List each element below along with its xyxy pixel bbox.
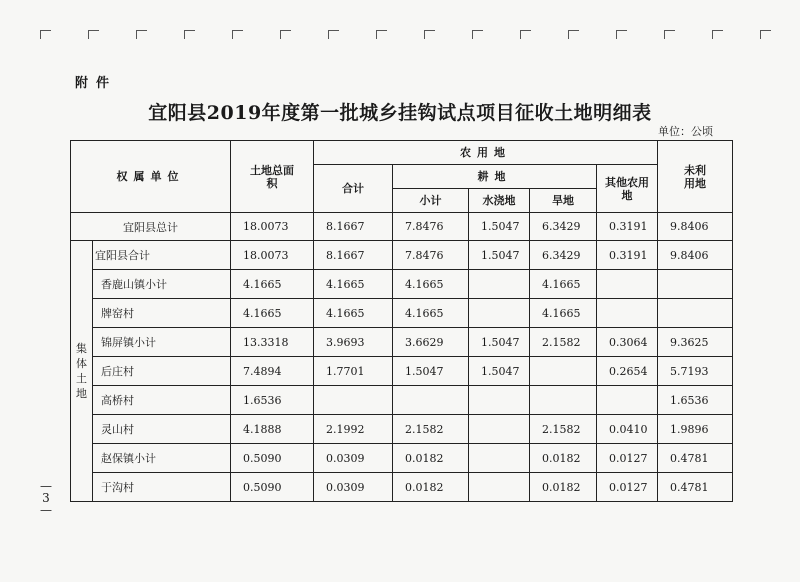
- cell-other: 0.3064: [597, 328, 658, 357]
- row-name: 后庄村: [93, 357, 231, 386]
- row-name: 高桥村: [93, 386, 231, 415]
- cell-dry: 4.1665: [530, 270, 597, 299]
- cell-unused: 9.8406: [658, 241, 733, 270]
- cell-agri-total: 8.1667: [314, 241, 393, 270]
- cell-agri-total: 3.9693: [314, 328, 393, 357]
- cell-agri-total: 1.7701: [314, 357, 393, 386]
- header-row-1: [71, 141, 733, 165]
- cell-unused: 0.4781: [658, 444, 733, 473]
- cell-irrigated: 1.5047: [469, 241, 530, 270]
- cell-unused: [658, 299, 733, 328]
- edge-mark: [424, 30, 435, 39]
- cell-irrigated: [469, 473, 530, 502]
- cell-total: 7.4894: [231, 357, 314, 386]
- group-label-collective: [71, 241, 93, 502]
- edge-mark: [280, 30, 291, 39]
- cell-other: 0.0410: [597, 415, 658, 444]
- edge-mark: [40, 30, 51, 39]
- scan-edge-marks: [0, 22, 800, 36]
- cell-irrigated: 1.5047: [469, 357, 530, 386]
- land-detail-table: [70, 140, 733, 502]
- cell-total: 13.3318: [231, 328, 314, 357]
- cell-total: 1.6536: [231, 386, 314, 415]
- cell-other: [597, 386, 658, 415]
- row-name: 牌窑村: [93, 299, 231, 328]
- cell-total: 4.1888: [231, 415, 314, 444]
- table-row: [71, 415, 733, 444]
- cell-agri-total: 8.1667: [314, 213, 393, 241]
- table-row: [71, 473, 733, 502]
- row-name: 灵山村: [93, 415, 231, 444]
- table-row: [71, 299, 733, 328]
- group-label-text: 集体土地: [76, 342, 87, 400]
- cell-other: 0.0127: [597, 444, 658, 473]
- cell-arable-subtotal: 0.0182: [393, 444, 469, 473]
- cell-total: 4.1665: [231, 299, 314, 328]
- cell-agri-total: 4.1665: [314, 270, 393, 299]
- edge-mark: [184, 30, 195, 39]
- edge-mark: [664, 30, 675, 39]
- table-row: [71, 213, 733, 241]
- cell-unused: 0.4781: [658, 473, 733, 502]
- cell-arable-subtotal: 2.1582: [393, 415, 469, 444]
- cell-irrigated: [469, 444, 530, 473]
- edge-mark: [232, 30, 243, 39]
- edge-mark: [328, 30, 339, 39]
- attachment-label: 附件: [75, 76, 118, 91]
- col-arable-subtotal-header: 小计: [393, 189, 469, 213]
- edge-mark: [760, 30, 771, 39]
- cell-dry: 6.3429: [530, 241, 597, 270]
- cell-irrigated: [469, 415, 530, 444]
- edge-mark: [712, 30, 723, 39]
- cell-other: 0.2654: [597, 357, 658, 386]
- cell-arable-subtotal: 4.1665: [393, 270, 469, 299]
- col-agri-header: 农用地: [314, 141, 658, 165]
- cell-unused: 1.9896: [658, 415, 733, 444]
- edge-mark: [472, 30, 483, 39]
- cell-other: 0.0127: [597, 473, 658, 502]
- page-number: —3—: [40, 479, 52, 517]
- cell-other: [597, 270, 658, 299]
- cell-dry: 2.1582: [530, 415, 597, 444]
- cell-dry: 4.1665: [530, 299, 597, 328]
- cell-agri-total: 2.1992: [314, 415, 393, 444]
- cell-total: 0.5090: [231, 444, 314, 473]
- cell-unused: 9.8406: [658, 213, 733, 241]
- row-name: 于沟村: [93, 473, 231, 502]
- col-owner-header: 权属单位: [71, 141, 231, 213]
- cell-arable-subtotal: 0.0182: [393, 473, 469, 502]
- col-agri-total-header: 合计: [314, 165, 393, 213]
- table-row: [71, 270, 733, 299]
- row-name: 香鹿山镇小计: [93, 270, 231, 299]
- cell-agri-total: 0.0309: [314, 444, 393, 473]
- cell-dry: 2.1582: [530, 328, 597, 357]
- cell-other: 0.3191: [597, 241, 658, 270]
- col-total-area-text: 土地总面积: [250, 163, 294, 190]
- cell-dry: 0.0182: [530, 444, 597, 473]
- cell-arable-subtotal: 4.1665: [393, 299, 469, 328]
- cell-total: 4.1665: [231, 270, 314, 299]
- col-other-agri-text: 其他农用地: [605, 175, 650, 202]
- cell-total: 18.0073: [231, 241, 314, 270]
- table-row: [71, 386, 733, 415]
- cell-dry: [530, 386, 597, 415]
- cell-arable-subtotal: 7.8476: [393, 241, 469, 270]
- cell-arable-subtotal: 3.6629: [393, 328, 469, 357]
- table-row: [71, 444, 733, 473]
- col-total-area-header: [231, 141, 314, 213]
- col-unused-text: 未利用地: [684, 163, 707, 190]
- cell-irrigated: 1.5047: [469, 328, 530, 357]
- cell-agri-total: 4.1665: [314, 299, 393, 328]
- col-arable-header: 耕地: [393, 165, 597, 189]
- row-name: 赵保镇小计: [93, 444, 231, 473]
- cell-other: [597, 299, 658, 328]
- edge-mark: [616, 30, 627, 39]
- table-row: [71, 357, 733, 386]
- cell-dry: 6.3429: [530, 213, 597, 241]
- cell-dry: [530, 357, 597, 386]
- cell-arable-subtotal: 1.5047: [393, 357, 469, 386]
- edge-mark: [376, 30, 387, 39]
- table-row: [71, 241, 733, 270]
- col-unused-header: [658, 141, 733, 213]
- col-irrigated-header: 水浇地: [469, 189, 530, 213]
- cell-unused: 9.3625: [658, 328, 733, 357]
- cell-irrigated: [469, 299, 530, 328]
- unit-label: 单位：公顷: [658, 125, 713, 138]
- cell-agri-total: [314, 386, 393, 415]
- cell-arable-subtotal: [393, 386, 469, 415]
- col-dry-header: 旱地: [530, 189, 597, 213]
- edge-mark: [568, 30, 579, 39]
- cell-agri-total: 0.0309: [314, 473, 393, 502]
- row-name: 锦屏镇小计: [93, 328, 231, 357]
- cell-total: 0.5090: [231, 473, 314, 502]
- document-title: 宜阳县2019年度第一批城乡挂钩试点项目征收土地明细表: [148, 102, 652, 124]
- cell-total: 18.0073: [231, 213, 314, 241]
- cell-other: 0.3191: [597, 213, 658, 241]
- edge-mark: [88, 30, 99, 39]
- edge-mark: [136, 30, 147, 39]
- cell-unused: 1.6536: [658, 386, 733, 415]
- cell-unused: 5.7193: [658, 357, 733, 386]
- table-row: [71, 328, 733, 357]
- edge-mark: [520, 30, 531, 39]
- cell-dry: 0.0182: [530, 473, 597, 502]
- row-name: 宜阳县合计: [93, 241, 231, 270]
- col-other-agri-header: [597, 165, 658, 213]
- cell-unused: [658, 270, 733, 299]
- cell-irrigated: 1.5047: [469, 213, 530, 241]
- cell-arable-subtotal: 7.8476: [393, 213, 469, 241]
- cell-irrigated: [469, 386, 530, 415]
- row-name: 宜阳县总计: [71, 213, 231, 241]
- cell-irrigated: [469, 270, 530, 299]
